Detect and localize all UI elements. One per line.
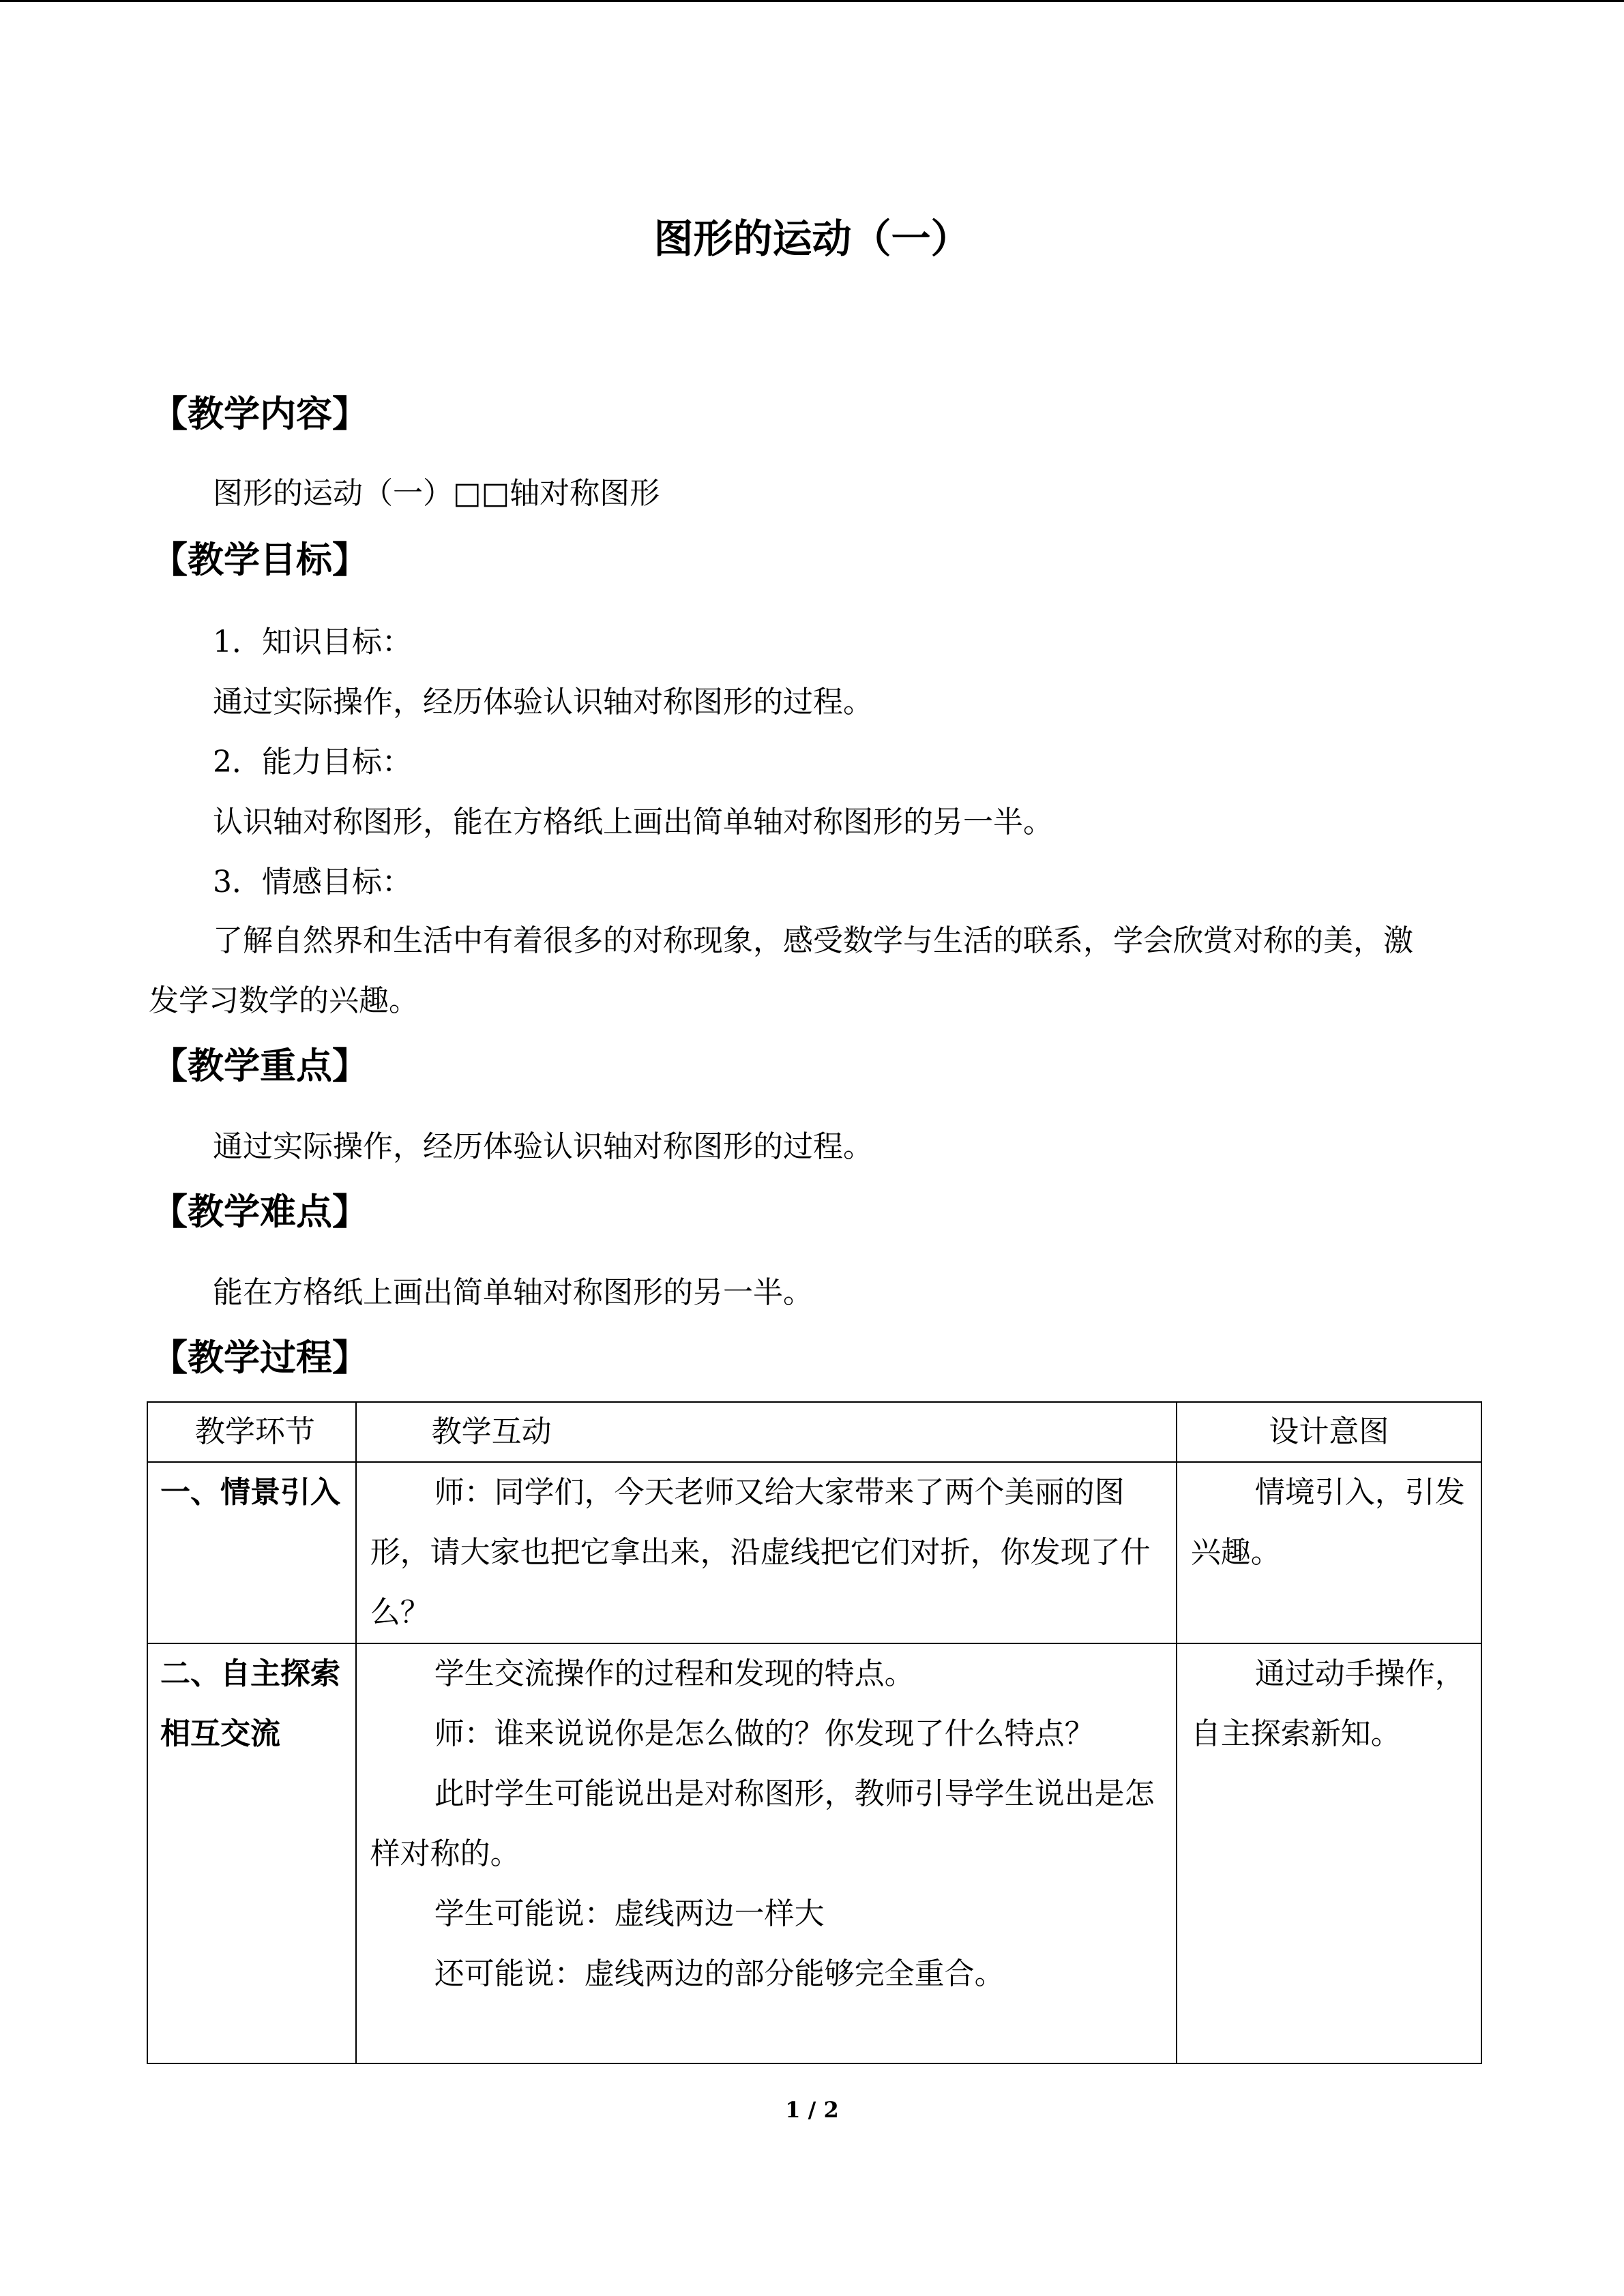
objective-2-label: 2．能力目标：: [213, 745, 412, 779]
interaction-paragraph: 还可能说：虚线两边的部分能够完全重合。: [434, 1956, 1005, 1991]
intent-text: 通过动手操作，自主探索新知。: [1190, 1656, 1465, 1751]
header-intent: 设计意图: [1177, 1402, 1481, 1462]
heading-difficulties: 【教学难点】: [151, 1191, 368, 1233]
table-row: [147, 1462, 1481, 1643]
intent-cell: [1177, 1643, 1481, 2063]
teaching-content-text: 图形的运动（一）□□轴对称图形: [213, 476, 660, 511]
heading-teaching-objectives: 【教学目标】: [151, 539, 368, 581]
interaction-paragraph: 学生可能说：虚线两边一样大: [434, 1896, 825, 1931]
key-points-text: 通过实际操作，经历体验认识轴对称图形的过程。: [213, 1129, 873, 1164]
interaction-cell: [356, 1462, 1177, 1643]
intent-cell: [1177, 1462, 1481, 1643]
interaction-paragraph: 师：同学们，今天老师又给大家带来了两个美丽的图形，请大家也把它拿出来，沿虚线把它们对折，你发现了什么？: [370, 1475, 1151, 1630]
interaction-cell: [356, 1643, 1177, 2063]
objective-3-label: 3．情感目标：: [213, 865, 412, 899]
header-interaction: 教学互动: [356, 1402, 1177, 1462]
stage-label-line2: 相互交流: [160, 1716, 280, 1751]
intent-text: 情境引入，引发兴趣。: [1190, 1475, 1465, 1570]
teaching-process-table: [147, 1401, 1482, 2064]
objective-3-text: 了解自然界和生活中有着很多的对称现象，感受数学与生活的联系，学会欣赏对称的美，激发学习数学的兴趣。: [149, 923, 1413, 1018]
header-stage: 教学环节: [147, 1402, 356, 1462]
difficulties-text: 能在方格纸上画出简单轴对称图形的另一半。: [213, 1275, 813, 1310]
page-top-border: [0, 0, 1624, 2]
interaction-paragraph: 学生交流操作的过程和发现的特点。: [434, 1656, 915, 1691]
stage-label: 二、自主探索: [160, 1656, 340, 1691]
stage-cell: [147, 1643, 356, 2063]
stage-label: 一、情景引入: [160, 1475, 340, 1510]
heading-teaching-content: 【教学内容】: [151, 393, 368, 435]
objective-1-text: 通过实际操作，经历体验认识轴对称图形的过程。: [213, 685, 873, 719]
table-header-row: [147, 1402, 1481, 1462]
objective-2-text: 认识轴对称图形，能在方格纸上画出简单轴对称图形的另一半。: [213, 805, 1053, 839]
interaction-paragraph: 师：谁来说说你是怎么做的？你发现了什么特点？: [434, 1716, 1095, 1751]
stage-cell: [147, 1462, 356, 1643]
heading-teaching-process: 【教学过程】: [151, 1337, 368, 1379]
heading-key-points: 【教学重点】: [151, 1045, 368, 1087]
table-row: [147, 1643, 1481, 2063]
document-title: 图形的运动（一）: [653, 215, 971, 262]
objective-1-label: 1．知识目标：: [213, 625, 412, 659]
page-number: 1 / 2: [785, 2097, 839, 2123]
interaction-paragraph: 此时学生可能说出是对称图形，教师引导学生说出是怎样对称的。: [370, 1776, 1155, 1871]
